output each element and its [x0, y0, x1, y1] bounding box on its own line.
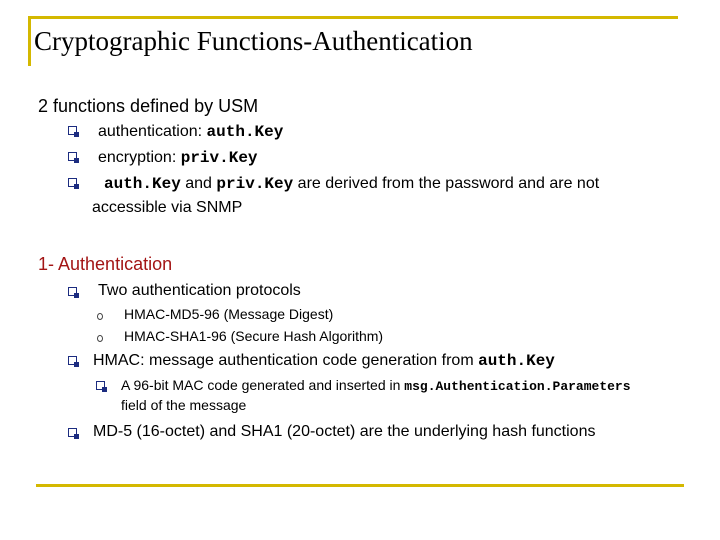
- usm-item-label: authentication:: [98, 123, 207, 140]
- square-bullet-icon: [68, 356, 77, 365]
- square-bullet-icon: [96, 381, 105, 390]
- circle-bullet-icon: [97, 335, 103, 342]
- hash-functions-line: MD-5 (16-octet) and SHA1 (20-octet) are the underlying hash functions: [93, 423, 596, 440]
- usm-item-authentication: [98, 123, 283, 141]
- derived-code-auth: auth.Key: [104, 175, 181, 193]
- usm-item-code: auth.Key: [206, 123, 284, 141]
- hmac-code: auth.Key: [478, 352, 555, 370]
- usm-item-label: encryption:: [98, 149, 181, 166]
- circle-bullet-icon: [97, 313, 103, 320]
- derived-keys-line2: accessible via SNMP: [92, 199, 243, 216]
- mac-text: A 96-bit MAC code generated and inserted in: [121, 377, 405, 393]
- protocols-heading: Two authentication protocols: [98, 282, 301, 299]
- mac-line: [121, 377, 631, 394]
- intro-text: 2 functions defined by USM: [38, 96, 259, 116]
- usm-item-encryption: [98, 149, 258, 167]
- square-bullet-icon: [68, 428, 77, 437]
- hmac-text: HMAC: message authentication code generation from: [93, 352, 479, 369]
- protocol-item: HMAC-MD5-96 (Message Digest): [124, 306, 334, 322]
- title-rule-left: [28, 16, 31, 66]
- derived-and: and: [180, 175, 217, 192]
- slide-title: Cryptographic Functions-Authentication: [34, 26, 473, 56]
- derived-rest: are derived from the password and are not: [293, 175, 600, 192]
- footer-rule: [36, 484, 684, 487]
- hmac-line: [93, 352, 555, 370]
- protocol-item: HMAC-SHA1-96 (Secure Hash Algorithm): [124, 328, 384, 344]
- usm-item-code: priv.Key: [180, 149, 258, 167]
- square-bullet-icon: [68, 287, 77, 296]
- square-bullet-icon: [68, 152, 77, 161]
- mac-code: msg.Authentication.Parameters: [404, 379, 631, 394]
- square-bullet-icon: [68, 178, 77, 187]
- mac-line2: field of the message: [121, 397, 247, 413]
- derived-keys-text: [104, 175, 599, 193]
- derived-code-priv: priv.Key: [216, 175, 294, 193]
- title-rule-top: [28, 16, 678, 19]
- square-bullet-icon: [68, 126, 77, 135]
- section-heading: 1- Authentication: [38, 254, 173, 274]
